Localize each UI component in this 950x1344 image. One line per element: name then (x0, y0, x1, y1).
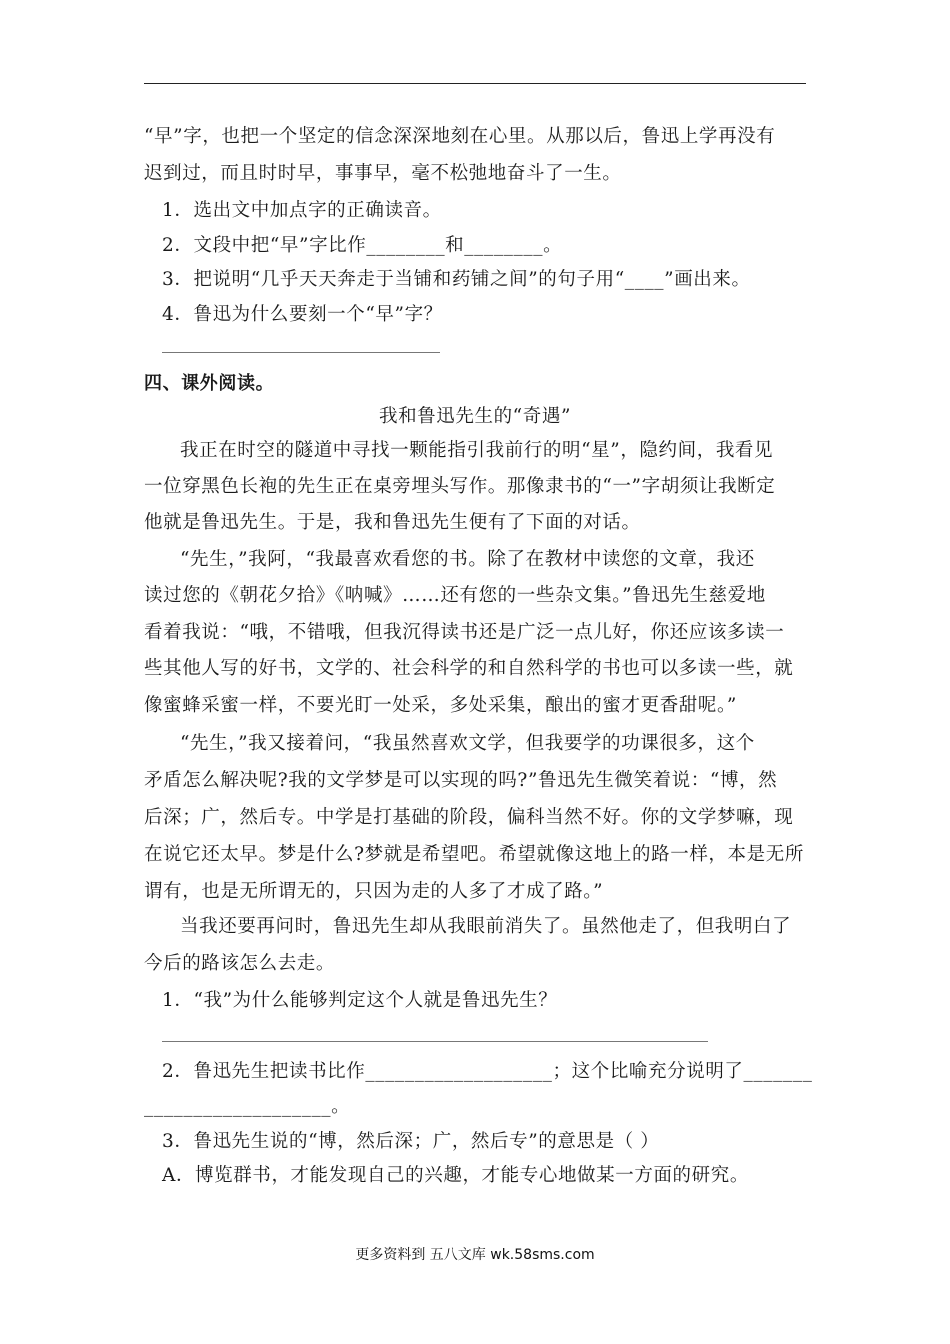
article-line: “先生，”我又接着问，“我虽然喜欢文学，但我要学的功课很多，这个 (180, 733, 755, 754)
article-line: 后深；广，然后专。中学是打基础的阶段，偏科当然不好。你的文学梦嘛，现 (144, 807, 794, 828)
article-line: 读过您的《朝花夕拾》《呐喊》……还有您的一些杂文集。”鲁迅先生慈爱地 (144, 585, 766, 606)
reading-question-2-cont: ___________________。 (144, 1096, 351, 1117)
header-rule (144, 83, 806, 84)
reading-question-2: 2．鲁迅先生把读书比作___________________；这个比喻充分说明了_______ (162, 1061, 813, 1082)
article-line: “先生，”我阿，“我最喜欢看您的书。除了在教材中读您的文章，我还 (180, 549, 755, 570)
paragraph-line: 迟到过，而且时时早，事事早，毫不松弛地奋斗了一生。 (144, 163, 622, 184)
footer-text: 更多资料到 五八文库 wk.58sms.com (355, 1247, 595, 1263)
article-line: 一位穿黑色长袍的先生正在桌旁埋头写作。那像隶书的“一”字胡须让我断定 (144, 476, 776, 497)
article-line: 他就是鲁迅先生。于是，我和鲁迅先生便有了下面的对话。 (144, 512, 641, 533)
article-line: 我正在时空的隧道中寻找一颗能指引我前行的明“星”，隐约间，我看见 (180, 440, 774, 461)
option-a: A．博览群书，才能发现自己的兴趣，才能专心地做某一方面的研究。 (162, 1165, 749, 1186)
question-2: 2．文段中把“早”字比作________和________。 (162, 235, 563, 256)
article-line: 像蜜蜂采蜜一样，不要光盯一处采，多处采集，酿出的蜜才更香甜呢。” (144, 695, 737, 716)
article-title: 我和鲁迅先生的“奇遇” (378, 406, 572, 427)
answer-line[interactable] (162, 352, 440, 353)
article-line: 些其他人写的好书，文学的、社会科学的和自然科学的书也可以多读一些，就 (144, 658, 794, 679)
reading-question-1: 1．“我”为什么能够判定这个人就是鲁迅先生？ (162, 990, 558, 1011)
question-1: 1．选出文中加点字的正确读音。 (162, 200, 442, 221)
article-line: 谓有，也是无所谓无的，只因为走的人多了才成了路。” (144, 881, 604, 902)
paragraph-line: “早”字，也把一个坚定的信念深深地刻在心里。从那以后，鲁迅上学再没有 (144, 126, 776, 147)
article-line: 今后的路该怎么去走。 (144, 953, 336, 974)
article-line: 当我还要再问时，鲁迅先生却从我眼前消失了。虽然他走了，但我明白了 (180, 916, 792, 937)
reading-question-3: 3．鲁迅先生说的“博，然后深；广，然后专”的意思是（ ） (162, 1131, 660, 1152)
section-heading: 四、课外阅读。 (144, 373, 275, 394)
question-4: 4．鲁迅为什么要刻一个“早”字？ (162, 304, 443, 325)
article-line: 矛盾怎么解决呢?我的文学梦是可以实现的吗?”鲁迅先生微笑着说：“博，然 (144, 770, 778, 791)
article-line: 看着我说：“哦，不错哦，但我沉得读书还是广泛一点儿好，你还应该多读一 (144, 622, 785, 643)
question-3: 3．把说明“几乎天天奔走于当铺和药铺之间”的句子用“____”画出来。 (162, 269, 751, 290)
article-line: 在说它还太早。梦是什么?梦就是希望吧。希望就像这地上的路一样，本是无所 (144, 844, 804, 865)
answer-line[interactable] (162, 1041, 708, 1042)
